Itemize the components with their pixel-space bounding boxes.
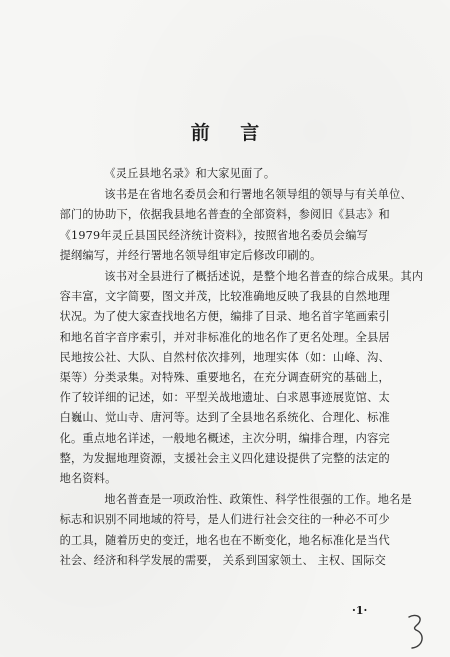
text-line: 整，为发掘地理资源，支援社会主义四化建设提供了完整的法定的 [59, 451, 390, 465]
text-line: 提纲编写，并经行署地名领导组审定后修改印刷的。 [59, 248, 322, 262]
document-body [59, 164, 424, 572]
text-line: 该书对全县进行了概括述说，是整个地名普查的综合成果。其内 [104, 270, 424, 284]
text-line: 化。重点地名详述，一般地名概述，主次分明，编排合理，内容完 [59, 431, 390, 445]
page-title: 前 言 [190, 122, 272, 144]
text-line: 社会、经济和科学发展的需要， 关系到国家领土、 主权、国际交 [59, 553, 386, 567]
text-line: 的工具，随着历史的变迁，地名也在不断变化，地名标准化是当代 [59, 533, 390, 547]
text-line: 部门的协助下，依据我县地名普查的全部资料，参阅旧《县志》和 [59, 208, 390, 222]
paragraph [59, 185, 419, 266]
text-line: 作了较详细的记述，如：平型关战地遗址、白求恩事迹展览馆、太 [59, 391, 390, 405]
paragraph [59, 267, 424, 489]
text-line: 标志和识别不同地域的符号，是人们进行社会交往的一种必不可少 [59, 513, 390, 527]
text-line: 民地按公社、大队、自然村依次排列，地理实体（如：山峰、沟、 [59, 350, 390, 364]
text-line: 《灵丘县地名录》和大家见面了。 [104, 167, 276, 180]
text-line: 渠等）分类录集。对特殊、重要地名，在充分调查研究的基础上， [59, 371, 390, 385]
text-line: 地名资料。 [59, 472, 117, 486]
text-line: 状况。为了使大家查找地名方便，编排了目录、地名首字笔画索引 [59, 310, 390, 324]
text-line: 地名普查是一项政治性、政策性、科学性很强的工作。地名是 [104, 493, 412, 507]
text-line: 该书是在省地名委员会和行署地名领导组的领导与有关单位、 [104, 188, 412, 202]
text-line: 容丰富，文字简要，图文并茂，比较准确地反映了我县的自然地理 [59, 290, 390, 304]
handwritten-mark [406, 612, 428, 652]
text-line: 和地名首字音序索引，并对非标准化的地名作了更名处理。全县居 [59, 330, 390, 344]
paragraph [59, 490, 419, 571]
text-line: 《1979年灵丘县国民经济统计资料》，按照省地名委员会编写 [59, 228, 368, 242]
page-number: ·1· [352, 604, 368, 617]
paragraph [82, 164, 419, 184]
text-line: 白巍山、觉山寺、唐河等。达到了全县地名系统化、合理化、标准 [59, 411, 390, 425]
